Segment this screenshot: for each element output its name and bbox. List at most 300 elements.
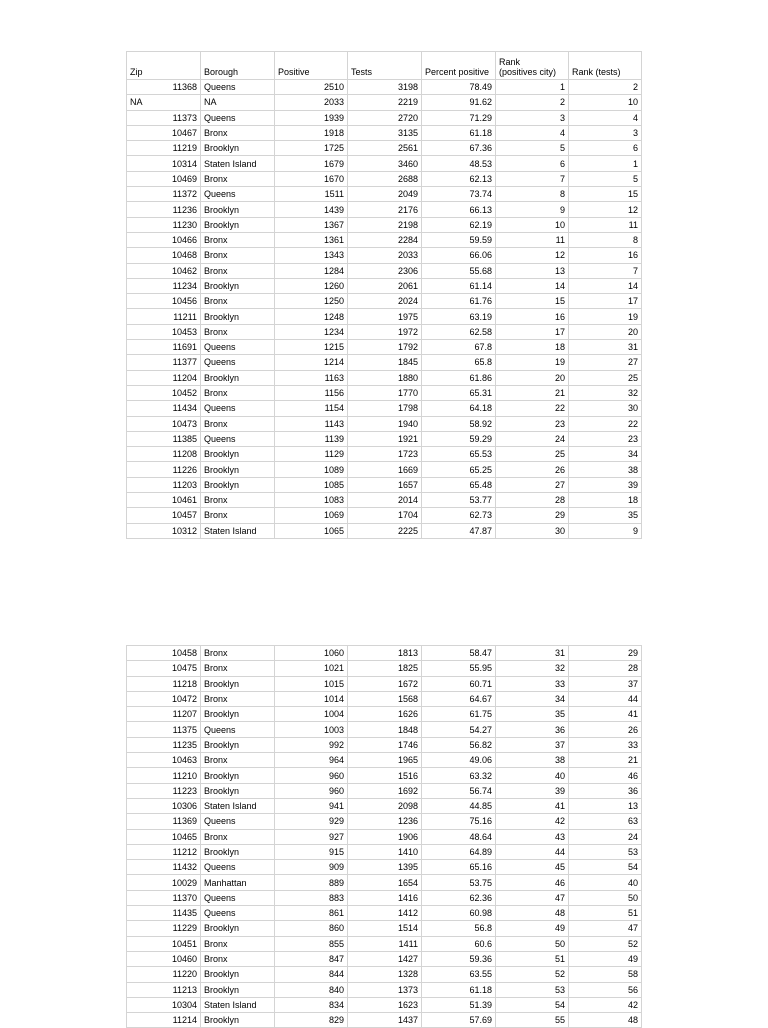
table-row (127, 385, 642, 400)
cell-tests: 1411 (348, 936, 422, 951)
cell-percent-positive: 59.36 (422, 951, 496, 966)
cell-zip: 11370 (127, 890, 201, 905)
cell-zip: 11212 (127, 844, 201, 859)
cell-rank-positives: 40 (496, 768, 569, 783)
cell-zip: 11208 (127, 447, 201, 462)
cell-zip: 10466 (127, 232, 201, 247)
cell-positive: 927 (275, 829, 348, 844)
cell-tests: 1906 (348, 829, 422, 844)
cell-tests: 1328 (348, 967, 422, 982)
cell-tests: 2098 (348, 798, 422, 813)
cell-percent-positive: 48.53 (422, 156, 496, 171)
cell-rank-tests: 39 (569, 477, 642, 492)
cell-percent-positive: 75.16 (422, 814, 496, 829)
cell-borough: Queens (201, 906, 275, 921)
cell-tests: 2219 (348, 95, 422, 110)
cell-tests: 1395 (348, 860, 422, 875)
cell-positive: 1215 (275, 340, 348, 355)
cell-rank-positives: 29 (496, 508, 569, 523)
cell-percent-positive: 58.47 (422, 646, 496, 661)
cell-positive: 2033 (275, 95, 348, 110)
table-row (127, 156, 642, 171)
cell-rank-tests: 23 (569, 431, 642, 446)
cell-rank-positives: 37 (496, 737, 569, 752)
table-row (127, 508, 642, 523)
table-row (127, 141, 642, 156)
table-row (127, 921, 642, 936)
cell-positive: 847 (275, 951, 348, 966)
cell-zip: 11432 (127, 860, 201, 875)
table-row (127, 294, 642, 309)
cell-tests: 2061 (348, 278, 422, 293)
cell-zip: 11220 (127, 967, 201, 982)
table-row (127, 646, 642, 661)
cell-tests: 1746 (348, 737, 422, 752)
cell-percent-positive: 66.06 (422, 248, 496, 263)
cell-borough: Queens (201, 340, 275, 355)
cell-tests: 1516 (348, 768, 422, 783)
cell-rank-tests: 41 (569, 707, 642, 722)
cell-positive: 1918 (275, 125, 348, 140)
cell-percent-positive: 59.29 (422, 431, 496, 446)
cell-rank-positives: 21 (496, 385, 569, 400)
cell-zip: 11204 (127, 370, 201, 385)
cell-tests: 1623 (348, 997, 422, 1012)
cell-zip: 10473 (127, 416, 201, 431)
cell-positive: 1060 (275, 646, 348, 661)
cell-tests: 3460 (348, 156, 422, 171)
cell-percent-positive: 64.67 (422, 691, 496, 706)
cell-borough: Queens (201, 860, 275, 875)
cell-borough: Queens (201, 355, 275, 370)
cell-tests: 1723 (348, 447, 422, 462)
cell-borough: Brooklyn (201, 982, 275, 997)
cell-positive: 2510 (275, 80, 348, 95)
cell-tests: 1657 (348, 477, 422, 492)
cell-positive: 1139 (275, 431, 348, 446)
cell-borough: Queens (201, 80, 275, 95)
cell-percent-positive: 61.76 (422, 294, 496, 309)
cell-positive: 840 (275, 982, 348, 997)
cell-borough: Bronx (201, 493, 275, 508)
cell-rank-tests: 58 (569, 967, 642, 982)
cell-rank-tests: 10 (569, 95, 642, 110)
cell-percent-positive: 65.53 (422, 447, 496, 462)
cell-borough: Brooklyn (201, 370, 275, 385)
cell-percent-positive: 55.95 (422, 661, 496, 676)
cell-zip: 10312 (127, 523, 201, 538)
cell-percent-positive: 65.48 (422, 477, 496, 492)
cell-rank-tests: 24 (569, 829, 642, 844)
cell-positive: 1234 (275, 324, 348, 339)
cell-rank-positives: 7 (496, 171, 569, 186)
cell-zip: 10456 (127, 294, 201, 309)
cell-zip: 11373 (127, 110, 201, 125)
cell-positive: 1250 (275, 294, 348, 309)
cell-borough: Brooklyn (201, 477, 275, 492)
cell-percent-positive: 44.85 (422, 798, 496, 813)
cell-rank-positives: 42 (496, 814, 569, 829)
cell-zip: 11203 (127, 477, 201, 492)
cell-zip: 10451 (127, 936, 201, 951)
cell-zip: 11375 (127, 722, 201, 737)
cell-positive: 1439 (275, 202, 348, 217)
cell-zip: 11372 (127, 187, 201, 202)
cell-borough: Bronx (201, 753, 275, 768)
cell-percent-positive: 64.18 (422, 401, 496, 416)
cell-positive: 992 (275, 737, 348, 752)
cell-rank-positives: 12 (496, 248, 569, 263)
cell-borough: Brooklyn (201, 202, 275, 217)
cell-tests: 2198 (348, 217, 422, 232)
cell-rank-positives: 50 (496, 936, 569, 951)
cell-tests: 2561 (348, 141, 422, 156)
cell-positive: 1939 (275, 110, 348, 125)
cell-zip: 10452 (127, 385, 201, 400)
table-row (127, 416, 642, 431)
cell-positive: 960 (275, 783, 348, 798)
cell-rank-tests: 17 (569, 294, 642, 309)
cell-positive: 855 (275, 936, 348, 951)
cell-zip: 10458 (127, 646, 201, 661)
table-row (127, 187, 642, 202)
cell-positive: 1367 (275, 217, 348, 232)
cell-tests: 1373 (348, 982, 422, 997)
cell-rank-tests: 48 (569, 1013, 642, 1028)
cell-percent-positive: 65.8 (422, 355, 496, 370)
cell-percent-positive: 62.73 (422, 508, 496, 523)
cell-rank-positives: 1 (496, 80, 569, 95)
cell-borough: NA (201, 95, 275, 110)
cell-percent-positive: 64.89 (422, 844, 496, 859)
cell-rank-tests: 3 (569, 125, 642, 140)
cell-percent-positive: 58.92 (422, 416, 496, 431)
cell-tests: 2225 (348, 523, 422, 538)
cell-positive: 834 (275, 997, 348, 1012)
cell-zip: 10304 (127, 997, 201, 1012)
cell-rank-tests: 63 (569, 814, 642, 829)
table-row (127, 324, 642, 339)
cell-borough: Queens (201, 722, 275, 737)
cell-borough: Brooklyn (201, 768, 275, 783)
cell-borough: Brooklyn (201, 141, 275, 156)
cell-positive: 941 (275, 798, 348, 813)
cell-percent-positive: 60.6 (422, 936, 496, 951)
cell-tests: 1975 (348, 309, 422, 324)
cell-zip: 11230 (127, 217, 201, 232)
cell-tests: 1972 (348, 324, 422, 339)
cell-rank-tests: 11 (569, 217, 642, 232)
cell-rank-positives: 30 (496, 523, 569, 538)
cell-percent-positive: 49.06 (422, 753, 496, 768)
cell-percent-positive: 55.68 (422, 263, 496, 278)
cell-rank-tests: 38 (569, 462, 642, 477)
cell-rank-tests: 51 (569, 906, 642, 921)
cell-tests: 1940 (348, 416, 422, 431)
cell-percent-positive: 62.19 (422, 217, 496, 232)
table-row (127, 875, 642, 890)
cell-tests: 1236 (348, 814, 422, 829)
cell-rank-positives: 53 (496, 982, 569, 997)
cell-percent-positive: 56.74 (422, 783, 496, 798)
cell-positive: 1089 (275, 462, 348, 477)
cell-zip: 10306 (127, 798, 201, 813)
cell-borough: Bronx (201, 829, 275, 844)
cell-rank-tests: 49 (569, 951, 642, 966)
cell-rank-positives: 31 (496, 646, 569, 661)
cell-borough: Brooklyn (201, 921, 275, 936)
cell-rank-positives: 33 (496, 676, 569, 691)
cell-tests: 3135 (348, 125, 422, 140)
table-row (127, 431, 642, 446)
table-row (127, 906, 642, 921)
cell-zip: 11213 (127, 982, 201, 997)
cell-rank-tests: 27 (569, 355, 642, 370)
cell-rank-positives: 19 (496, 355, 569, 370)
cell-borough: Queens (201, 814, 275, 829)
cell-percent-positive: 59.59 (422, 232, 496, 247)
cell-borough: Brooklyn (201, 737, 275, 752)
header-zip: Zip (127, 52, 201, 80)
cell-borough: Staten Island (201, 798, 275, 813)
cell-rank-tests: 9 (569, 523, 642, 538)
table-row (127, 936, 642, 951)
cell-rank-positives: 36 (496, 722, 569, 737)
cell-percent-positive: 65.16 (422, 860, 496, 875)
cell-rank-positives: 6 (496, 156, 569, 171)
cell-percent-positive: 91.62 (422, 95, 496, 110)
cell-borough: Bronx (201, 936, 275, 951)
cell-borough: Bronx (201, 294, 275, 309)
cell-borough: Queens (201, 890, 275, 905)
cell-zip: 10460 (127, 951, 201, 966)
cell-rank-positives: 3 (496, 110, 569, 125)
cell-borough: Brooklyn (201, 447, 275, 462)
cell-tests: 1798 (348, 401, 422, 416)
header-row (127, 52, 642, 80)
table-row (127, 217, 642, 232)
cell-percent-positive: 63.55 (422, 967, 496, 982)
cell-positive: 883 (275, 890, 348, 905)
cell-rank-tests: 20 (569, 324, 642, 339)
cell-rank-positives: 43 (496, 829, 569, 844)
cell-zip: 11236 (127, 202, 201, 217)
cell-rank-positives: 39 (496, 783, 569, 798)
data-table-page-1 (126, 51, 642, 539)
header-percent-positive: Percent positive (422, 52, 496, 80)
cell-rank-tests: 22 (569, 416, 642, 431)
cell-percent-positive: 63.32 (422, 768, 496, 783)
table-row (127, 890, 642, 905)
table-row (127, 844, 642, 859)
cell-tests: 1692 (348, 783, 422, 798)
cell-rank-positives: 5 (496, 141, 569, 156)
cell-rank-tests: 34 (569, 447, 642, 462)
cell-rank-positives: 51 (496, 951, 569, 966)
cell-zip: 11369 (127, 814, 201, 829)
table-row (127, 309, 642, 324)
header-rank-positives: Rank (positives city) (496, 52, 569, 80)
table-row (127, 691, 642, 706)
cell-tests: 1965 (348, 753, 422, 768)
table-row (127, 783, 642, 798)
cell-rank-tests: 29 (569, 646, 642, 661)
cell-percent-positive: 61.75 (422, 707, 496, 722)
cell-rank-tests: 40 (569, 875, 642, 890)
cell-percent-positive: 73.74 (422, 187, 496, 202)
header-borough: Borough (201, 52, 275, 80)
cell-percent-positive: 56.8 (422, 921, 496, 936)
cell-borough: Brooklyn (201, 217, 275, 232)
cell-tests: 1416 (348, 890, 422, 905)
cell-rank-tests: 37 (569, 676, 642, 691)
table-row (127, 477, 642, 492)
cell-rank-positives: 10 (496, 217, 569, 232)
cell-borough: Queens (201, 110, 275, 125)
cell-rank-positives: 28 (496, 493, 569, 508)
cell-borough: Brooklyn (201, 462, 275, 477)
cell-percent-positive: 71.29 (422, 110, 496, 125)
cell-tests: 1792 (348, 340, 422, 355)
cell-percent-positive: 61.14 (422, 278, 496, 293)
cell-zip: 10463 (127, 753, 201, 768)
cell-positive: 909 (275, 860, 348, 875)
cell-tests: 1848 (348, 722, 422, 737)
cell-rank-positives: 4 (496, 125, 569, 140)
cell-percent-positive: 62.13 (422, 171, 496, 186)
header-tests: Tests (348, 52, 422, 80)
table-row (127, 171, 642, 186)
cell-tests: 2688 (348, 171, 422, 186)
table-row (127, 110, 642, 125)
cell-borough: Bronx (201, 661, 275, 676)
cell-tests: 3198 (348, 80, 422, 95)
cell-tests: 2049 (348, 187, 422, 202)
cell-tests: 1880 (348, 370, 422, 385)
cell-zip: 11226 (127, 462, 201, 477)
cell-borough: Bronx (201, 171, 275, 186)
cell-percent-positive: 63.19 (422, 309, 496, 324)
cell-rank-positives: 24 (496, 431, 569, 446)
cell-positive: 860 (275, 921, 348, 936)
cell-positive: 1163 (275, 370, 348, 385)
cell-borough: Bronx (201, 691, 275, 706)
cell-tests: 1568 (348, 691, 422, 706)
cell-rank-tests: 28 (569, 661, 642, 676)
cell-zip: NA (127, 95, 201, 110)
data-table-page-2 (126, 645, 642, 1028)
cell-borough: Bronx (201, 385, 275, 400)
table-row (127, 798, 642, 813)
cell-rank-positives: 9 (496, 202, 569, 217)
cell-tests: 1845 (348, 355, 422, 370)
cell-rank-tests: 4 (569, 110, 642, 125)
cell-positive: 1014 (275, 691, 348, 706)
cell-positive: 829 (275, 1013, 348, 1028)
cell-rank-tests: 8 (569, 232, 642, 247)
cell-tests: 2014 (348, 493, 422, 508)
cell-percent-positive: 57.69 (422, 1013, 496, 1028)
cell-zip: 10465 (127, 829, 201, 844)
cell-borough: Manhattan (201, 875, 275, 890)
cell-zip: 11214 (127, 1013, 201, 1028)
cell-positive: 1284 (275, 263, 348, 278)
cell-rank-positives: 11 (496, 232, 569, 247)
cell-zip: 10314 (127, 156, 201, 171)
cell-borough: Staten Island (201, 997, 275, 1012)
cell-percent-positive: 67.8 (422, 340, 496, 355)
cell-rank-tests: 31 (569, 340, 642, 355)
cell-borough: Bronx (201, 416, 275, 431)
cell-rank-positives: 46 (496, 875, 569, 890)
cell-borough: Queens (201, 401, 275, 416)
cell-positive: 1021 (275, 661, 348, 676)
cell-rank-tests: 42 (569, 997, 642, 1012)
cell-percent-positive: 61.86 (422, 370, 496, 385)
cell-percent-positive: 78.49 (422, 80, 496, 95)
cell-rank-positives: 48 (496, 906, 569, 921)
cell-rank-positives: 44 (496, 844, 569, 859)
cell-borough: Bronx (201, 508, 275, 523)
cell-borough: Brooklyn (201, 844, 275, 859)
cell-positive: 861 (275, 906, 348, 921)
table-row (127, 355, 642, 370)
table-row (127, 1013, 642, 1028)
cell-rank-tests: 46 (569, 768, 642, 783)
cell-rank-positives: 22 (496, 401, 569, 416)
cell-tests: 1921 (348, 431, 422, 446)
cell-positive: 1085 (275, 477, 348, 492)
cell-rank-tests: 19 (569, 309, 642, 324)
cell-zip: 11211 (127, 309, 201, 324)
cell-rank-positives: 20 (496, 370, 569, 385)
cell-rank-positives: 54 (496, 997, 569, 1012)
table-row (127, 722, 642, 737)
cell-zip: 10457 (127, 508, 201, 523)
cell-borough: Bronx (201, 125, 275, 140)
cell-rank-positives: 27 (496, 477, 569, 492)
cell-rank-positives: 15 (496, 294, 569, 309)
cell-percent-positive: 53.75 (422, 875, 496, 890)
cell-borough: Bronx (201, 263, 275, 278)
cell-rank-tests: 32 (569, 385, 642, 400)
cell-positive: 915 (275, 844, 348, 859)
cell-zip: 11223 (127, 783, 201, 798)
table-row (127, 278, 642, 293)
cell-positive: 1154 (275, 401, 348, 416)
cell-zip: 11218 (127, 676, 201, 691)
cell-positive: 964 (275, 753, 348, 768)
table-row (127, 401, 642, 416)
header-rank-tests: Rank (tests) (569, 52, 642, 80)
cell-positive: 1725 (275, 141, 348, 156)
cell-percent-positive: 67.36 (422, 141, 496, 156)
cell-rank-positives: 26 (496, 462, 569, 477)
cell-percent-positive: 54.27 (422, 722, 496, 737)
cell-tests: 2306 (348, 263, 422, 278)
table-row (127, 997, 642, 1012)
table-row (127, 462, 642, 477)
cell-rank-tests: 1 (569, 156, 642, 171)
cell-rank-positives: 34 (496, 691, 569, 706)
table-row (127, 951, 642, 966)
table-row (127, 340, 642, 355)
cell-rank-positives: 2 (496, 95, 569, 110)
cell-rank-positives: 17 (496, 324, 569, 339)
cell-tests: 1412 (348, 906, 422, 921)
cell-zip: 11434 (127, 401, 201, 416)
table-row (127, 967, 642, 982)
